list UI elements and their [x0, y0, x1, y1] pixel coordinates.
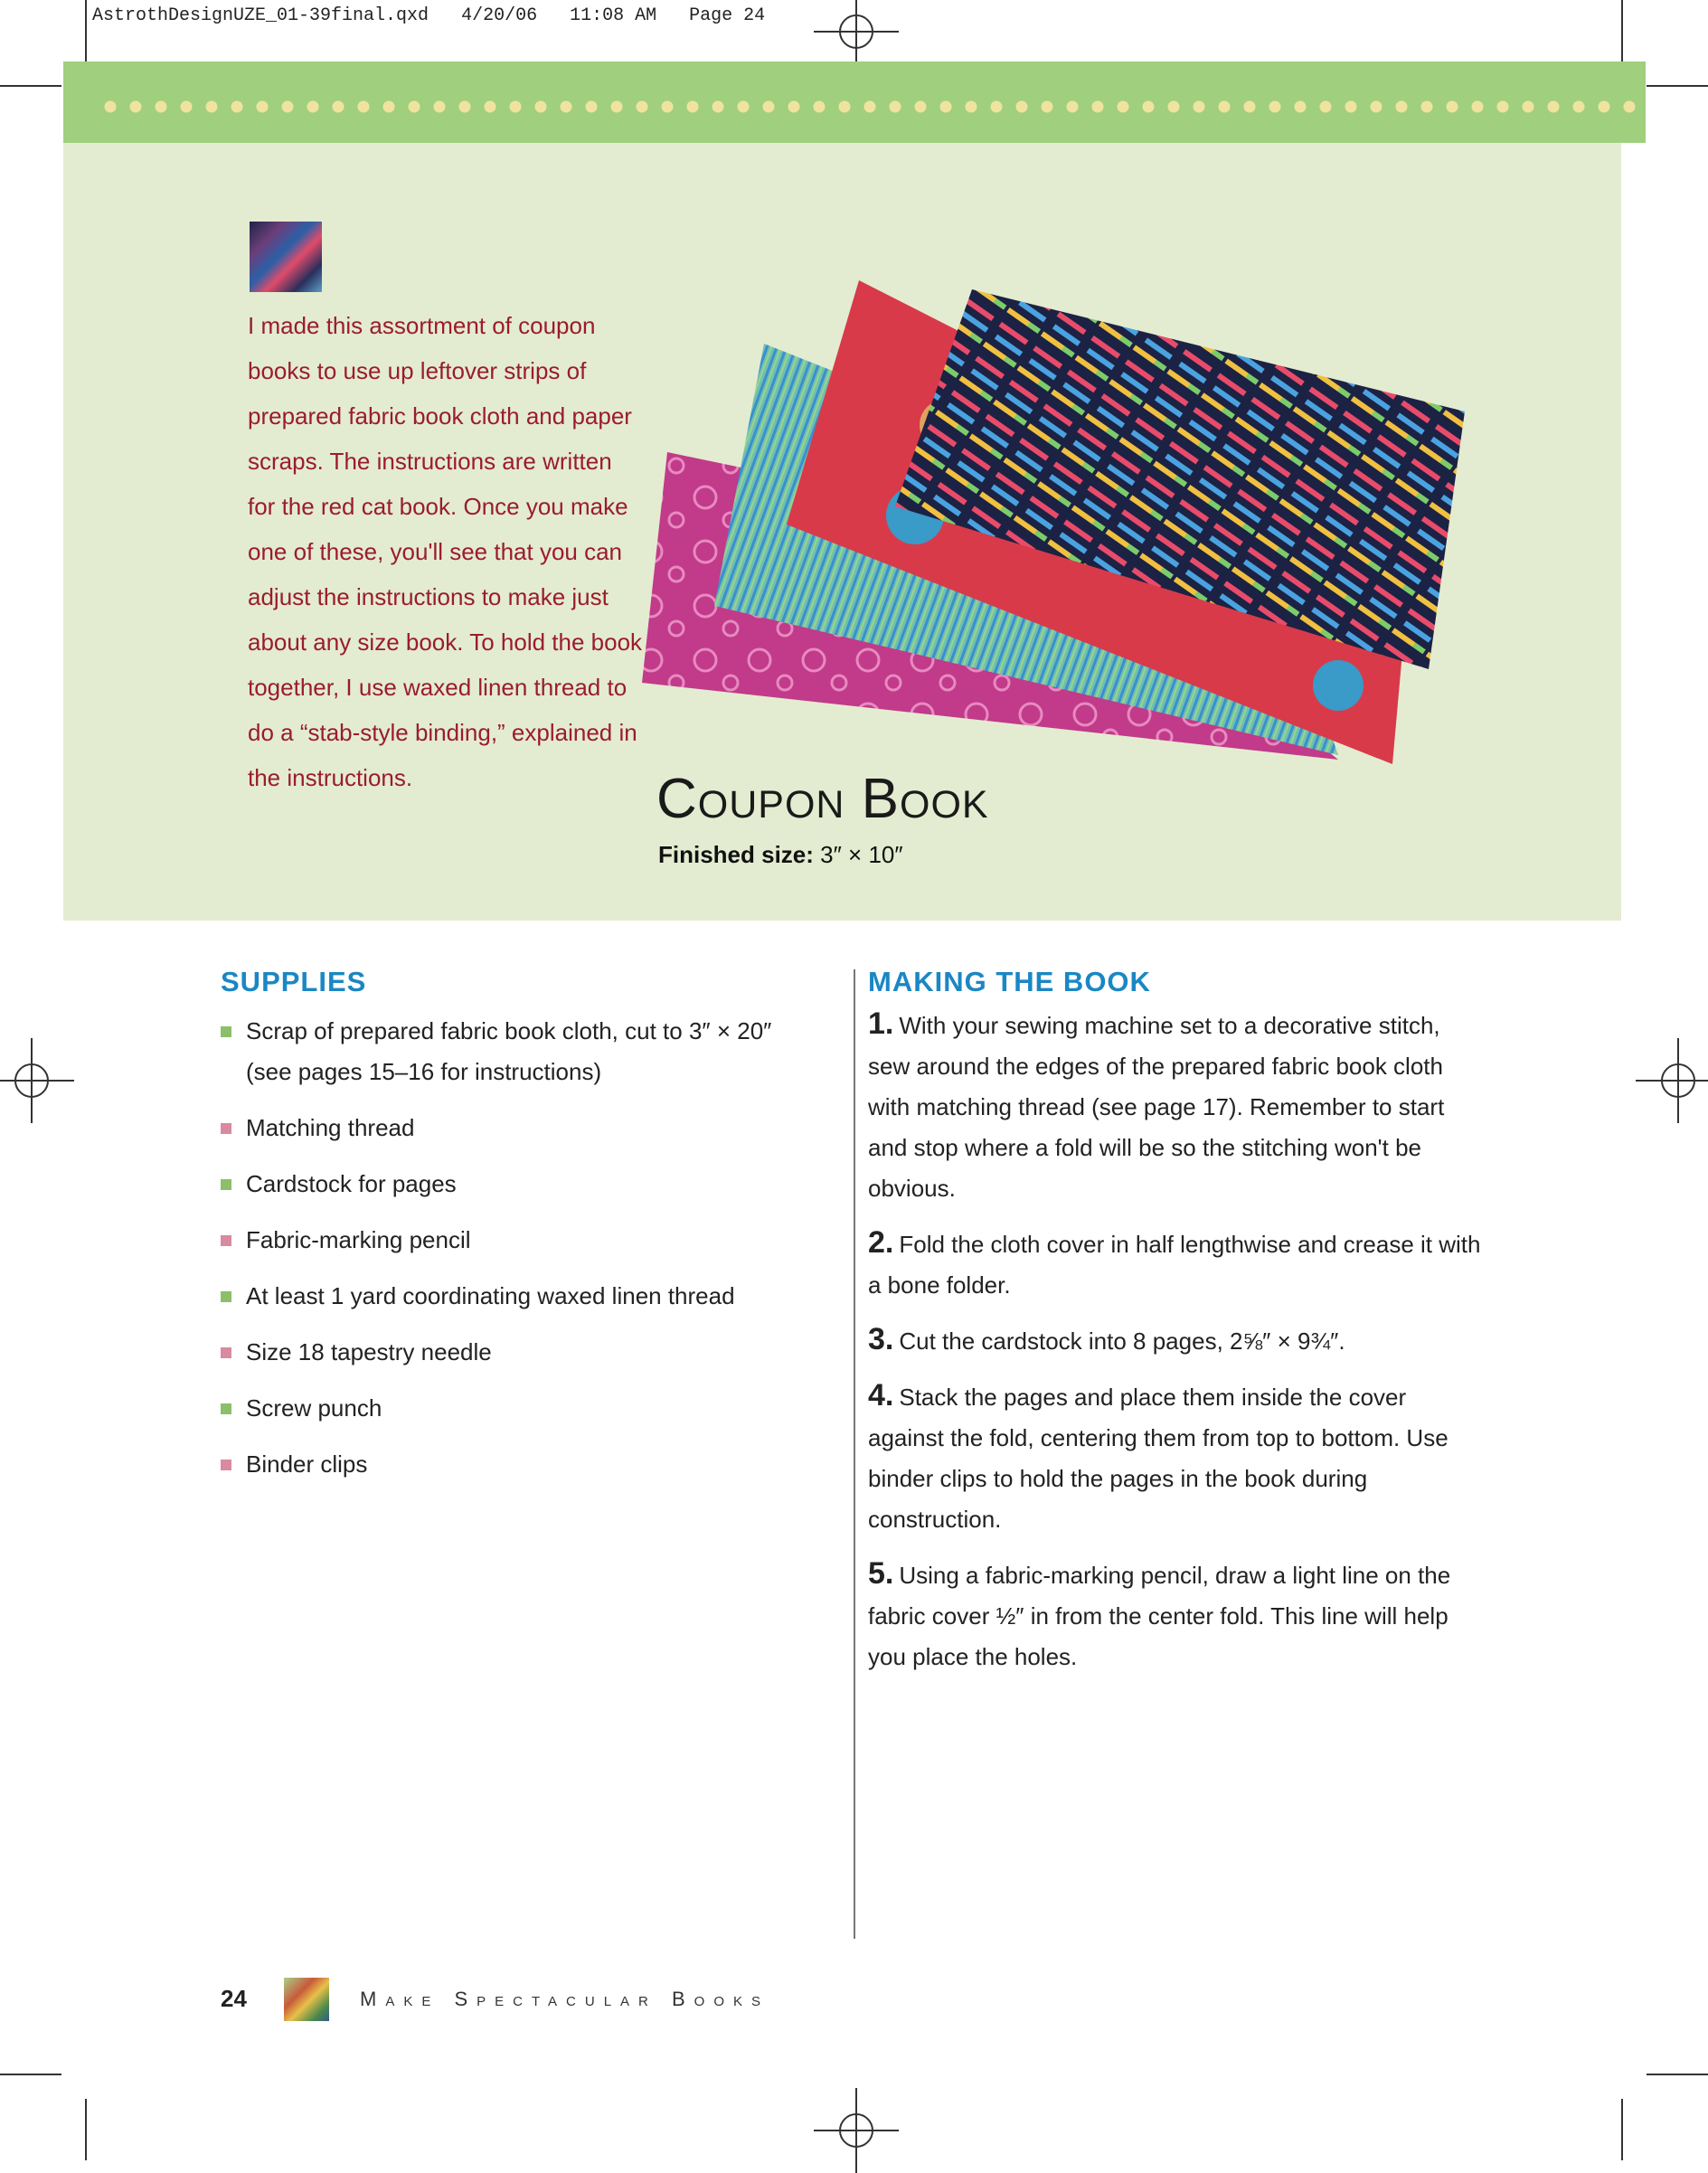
step-item: 5. Using a fabric-marking pencil, draw a light line on the fabric cover ½″ in from the center fold. This line will help you place the holes. [868, 1556, 1451, 1670]
list-item: Binder clips [221, 1444, 817, 1485]
step-number: 2. [868, 1225, 894, 1260]
header-band [63, 61, 1646, 143]
square-bullet-icon [221, 1291, 231, 1302]
page-number: 24 [221, 1985, 247, 2012]
column-divider [854, 969, 855, 1939]
square-bullet-icon [221, 1460, 231, 1470]
crop-mark [0, 85, 61, 87]
supplies-heading: SUPPLIES [221, 966, 367, 997]
list-item: At least 1 yard coordinating waxed linen thread [221, 1276, 817, 1317]
list-item: Fabric-marking pencil [221, 1220, 817, 1261]
step-item: 4. Stack the pages and place them inside the cover against the fold, centering them from top to bottom. Use binder clips to hold the pages in the book during construction. [868, 1378, 1448, 1533]
finished-size-value: 3″ × 10″ [813, 841, 903, 868]
making-heading: MAKING THE BOOK [868, 966, 1151, 997]
page-title: Coupon Book [656, 768, 989, 830]
supplies-list [221, 1011, 817, 1500]
registration-mark-bottom [839, 2113, 873, 2148]
step-number: 4. [868, 1378, 894, 1412]
step-number: 1. [868, 1006, 894, 1041]
list-item: Matching thread [221, 1108, 817, 1148]
list-item: Screw punch [221, 1388, 817, 1429]
step-number: 3. [868, 1322, 894, 1356]
step-item: 2. Fold the cloth cover in half lengthwise and crease it with a bone folder. [868, 1225, 1481, 1299]
finished-size-label: Finished size: [658, 841, 814, 868]
step-item: 3. Cut the cardstock into 8 pages, 2⅝″ × 9¾″. [868, 1322, 1345, 1356]
crop-mark [1647, 85, 1708, 87]
list-item: Scrap of prepared fabric book cloth, cut to 3″ × 20″ (see pages 15–16 for instructions) [221, 1011, 817, 1092]
step-number: 5. [868, 1556, 894, 1591]
book-thumbnail-icon [284, 1978, 329, 2021]
crop-mark [85, 2099, 87, 2160]
square-bullet-icon [221, 1123, 231, 1134]
registration-mark-right [1661, 1063, 1695, 1098]
crop-mark [0, 2074, 61, 2075]
coupon-books-photo [633, 262, 1510, 769]
square-bullet-icon [221, 1403, 231, 1414]
crop-mark [1621, 0, 1623, 61]
finished-size [658, 841, 903, 869]
step-item: 1. With your sewing machine set to a decorative stitch, sew around the edges of the prepared fabric book cloth with matching thread (see page 17). Remember to start and stop where a fold will be so the stitching won't be obvious. [868, 1006, 1445, 1202]
registration-mark-left [14, 1063, 49, 1098]
intro-text: I made this assortment of coupon books to use up leftover strips of prepared fabric book cloth and paper scraps. The instructions are written for the red cat book. Once you make one of these, you'll see that you can adjust the instructions to make just about any size book. To hold the book together, I use waxed linen thread to do a “stab-style binding,” explained in the instructions. [248, 312, 643, 791]
steps-list [868, 1004, 1483, 1691]
list-item: Size 18 tapestry needle [221, 1332, 817, 1373]
crop-mark [1647, 2074, 1708, 2075]
square-bullet-icon [221, 1347, 231, 1358]
square-bullet-icon [221, 1235, 231, 1246]
registration-mark-top [839, 14, 873, 49]
crop-mark [1621, 2099, 1623, 2160]
pencil-fabric-swatch [250, 222, 322, 292]
running-footer-title: Make Spectacular Books [360, 1988, 769, 2010]
printer-slug: AstrothDesignUZE_01-39final.qxd 4/20/06 11:08 AM Page 24 [92, 5, 766, 26]
square-bullet-icon [221, 1179, 231, 1190]
square-bullet-icon [221, 1026, 231, 1037]
dot-border [98, 99, 1646, 114]
list-item: Cardstock for pages [221, 1164, 817, 1205]
crop-mark [85, 0, 87, 61]
